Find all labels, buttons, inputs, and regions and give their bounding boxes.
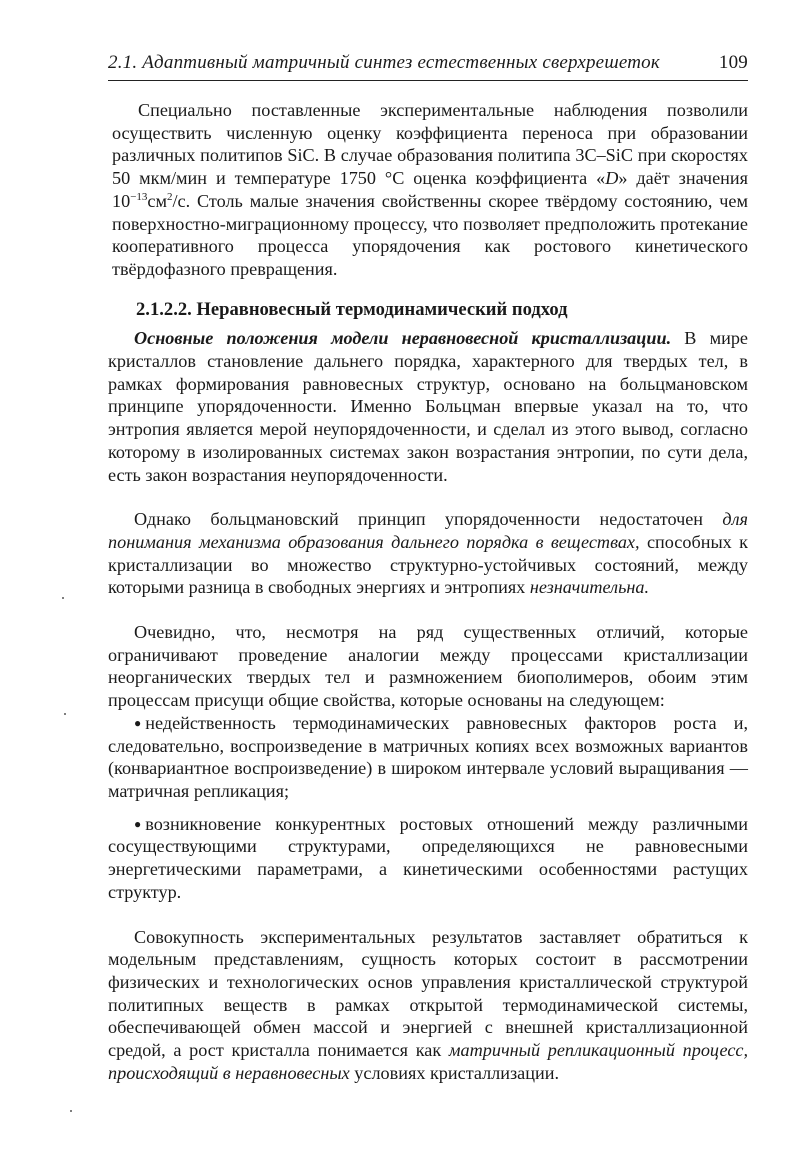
bullet-icon: ● [134, 715, 142, 730]
p3-text-a: Однако больцмановский принцип упорядоченности недостаточен [134, 509, 723, 530]
paragraph-conclusion [108, 926, 748, 1085]
paragraph-boltzmann [108, 508, 748, 599]
scan-speck [64, 713, 66, 715]
p5-emphasis: матричный репликационный процесс, происходящий в неравновесных [108, 1040, 749, 1083]
symbol-d: D [605, 168, 619, 189]
section-heading: 2.1.2.2. Неравновесный термодинамический подход [136, 298, 568, 320]
paragraph-analogy: Очевидно, что, несмотря на ряд существенных отличий, которые ограничивают проведение аналогии между процессами кристаллизации неорганических твердых тел и размножением биополимеров, обоим этим процессам присущи общие свойства, которые основаны на следующем: [108, 622, 748, 711]
list-item [108, 712, 748, 803]
p2-body: В мире кристаллов становление дальнего порядка, характерного для твердых тел, в рамках формирования равновесных структур, основано на больцмановском принципе упорядоченности. Именно Больцман впервые указал на то, что энтропия является мерой неупорядоченности, и сделал из этого вывод, согласно которому в изолированных системах закон возрастания энтропии, по сути дела, есть закон возрастания неупорядоченности. [108, 328, 748, 485]
list-item [108, 813, 748, 904]
properties-list [108, 712, 748, 904]
run-in-heading: Основные положения модели неравновесной кристаллизации. [134, 328, 672, 349]
book-page [108, 52, 748, 1084]
p1-text-a: Специально поставленные экспериментальные наблюдения позволили осуществить численную оценку коэффициента переноса при образовании различных политипов SiC. В случае образования политипа 3С–SiC при скоростях 50 мкм/мин и температуре 1750 °С оценка коэффициента « [112, 100, 748, 189]
paragraph-model-basics [108, 327, 748, 486]
paragraph-diffusion-estimate [112, 99, 748, 281]
p3-emphasis-2: незначительна. [529, 577, 650, 598]
list-item-text: возникновение конкурентных ростовых отношений между различными сосуществующими структурами, определяющихся не равновесными энергетическими параметрами, а кинетическими особенностями растущих структур. [108, 813, 748, 902]
p3-emphasis: для понимания механизма образования дальнего порядка в веществах, [108, 509, 748, 552]
exponent-minus-13: −13 [130, 190, 148, 203]
running-title: 2.1. Адаптивный матричный синтез естественных сверхрешеток [108, 52, 660, 73]
p5-text-a: Совокупность экспериментальных результатов заставляет обратиться к модельным представлениям, сущность которых состоит в рассмотрении физических и технологических основ управления кристаллической структурой политипных веществ в рамках открытой термодинамической системы, обеспечивающей обмен массой и энергией с внешней кристаллизационной средой, а рост кристалла понимается как [108, 926, 748, 1061]
scan-speck [62, 597, 64, 599]
p1-text-e: /с. Столь малые значения свойственны скорее твёрдому состоянию, чем поверхностно-миграционному процессу, что позволяет предположить протекание кооперативного процесса упорядочения как ростового кинетического твёрдофазного превращения. [112, 190, 748, 279]
list-item-text: недейственность термодинамических равновесных факторов роста и, следовательно, воспроизведение в матричных копиях всех возможных вариантов (конвариантное воспроизведение) в широком интервале условий выращивания — матричная репликация; [108, 712, 748, 801]
p1-text-b: » даёт значения 10 [112, 168, 748, 211]
running-header [108, 52, 748, 81]
exponent-2: 2 [167, 190, 173, 203]
p3-text-b: способных к кристаллизации во множество структурно-устойчивых состояний, между которыми разница в свободных энергиях и энтропиях [108, 531, 749, 598]
bullet-icon: ● [134, 816, 142, 831]
p5-text-b: условиях кристаллизации. [349, 1062, 559, 1083]
page-number: 109 [718, 52, 748, 73]
p1-unit-cm: см [147, 190, 167, 211]
scan-speck [70, 1110, 72, 1112]
